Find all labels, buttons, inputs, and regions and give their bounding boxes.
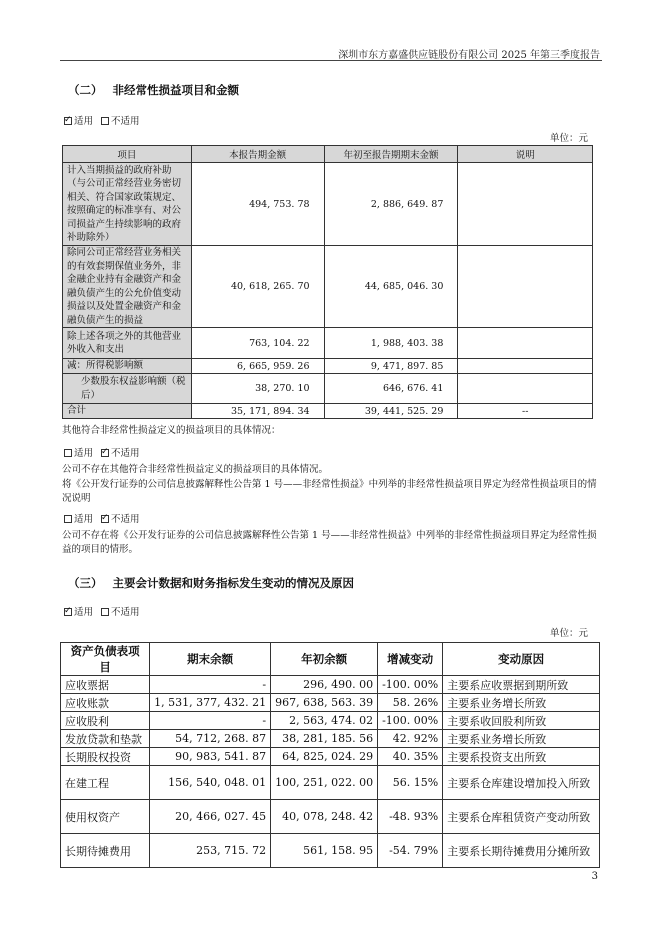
report-header: 深圳市东方嘉盛供应链股份有限公司 2025 年第三季度报告 xyxy=(338,50,600,61)
note-cell xyxy=(458,359,593,374)
table-header-row xyxy=(61,643,600,676)
item-cell: 应收股利 xyxy=(61,712,150,730)
table-row xyxy=(61,676,600,694)
change-cell: 40. 35% xyxy=(378,748,443,766)
item-cell: 除同公司正常经营业务相关的有效套期保值业务外，非金融企业持有金融资产和金融负债产生的公允价值变动损益以及处置金融资产和金融负债产生的损益 xyxy=(63,246,192,328)
item-cell: 在建工程 xyxy=(61,766,150,800)
applicable-checkbox[interactable] xyxy=(64,449,72,457)
item-cell: 合计 xyxy=(63,404,192,419)
end-balance-cell: - xyxy=(150,712,271,730)
table-row xyxy=(61,800,600,834)
section-2-number: （二） xyxy=(68,83,103,97)
ytd-amount-cell: 44, 685, 046. 30 xyxy=(324,246,458,328)
col-header: 期末余额 xyxy=(150,643,271,676)
reason-cell: 主要系业务增长所致 xyxy=(443,730,600,748)
note-cell xyxy=(458,246,593,328)
col-header: 年初余额 xyxy=(271,643,378,676)
item-cell: 使用权资产 xyxy=(61,800,150,834)
not-applicable-checkbox-checked[interactable] xyxy=(101,515,109,523)
reason-cell: 主要系投资支出所致 xyxy=(443,748,600,766)
reason-cell: 主要系仓库建设增加投入所致 xyxy=(443,766,600,800)
section-2-options xyxy=(64,113,140,127)
current-amount-cell: 40, 618, 265. 70 xyxy=(191,246,324,328)
ytd-amount-cell: 2, 886, 649. 87 xyxy=(324,163,458,246)
section-3-heading: 主要会计数据和财务指标发生变动的情况及原因 xyxy=(112,576,354,590)
item-cell: 计入当期损益的政府补助（与公司正常经营业务密切相关、符合国家政策规定、按照确定的标准享有、对公司损益产生持续影响的政府补助除外） xyxy=(63,163,192,246)
applicable-label: 适用 xyxy=(74,514,94,525)
applicable-checkbox-checked[interactable] xyxy=(64,117,72,125)
change-cell: -54. 79% xyxy=(378,834,443,868)
not-applicable-label: 不适用 xyxy=(111,514,140,525)
reason-cell: 主要系仓库租赁资产变动所致 xyxy=(443,800,600,834)
section-3-number: （三） xyxy=(68,576,103,590)
table-row xyxy=(61,694,600,712)
non-recurring-items-table xyxy=(62,145,593,419)
current-amount-cell: 6, 665, 959. 26 xyxy=(191,359,324,374)
end-balance-cell: 20, 466, 027. 45 xyxy=(150,800,271,834)
reason-cell: 主要系长期待摊费用分摊所致 xyxy=(443,834,600,868)
reason-cell: 主要系应收票据到期所致 xyxy=(443,676,600,694)
ytd-amount-cell: 9, 471, 897. 85 xyxy=(324,359,458,374)
change-cell: -100. 00% xyxy=(378,712,443,730)
table-row xyxy=(61,730,600,748)
table-row xyxy=(63,328,593,359)
begin-balance-cell: 100, 251, 022. 00 xyxy=(271,766,378,800)
item-cell: 应收票据 xyxy=(61,676,150,694)
item-cell: 除上述各项之外的其他营业外收入和支出 xyxy=(63,328,192,359)
section-2-unit: 单位：元 xyxy=(549,133,588,144)
col-header: 资产负债表项目 xyxy=(61,643,150,676)
reclass-caption: 将《公开发行证券的公司信息披露解释性公告第 1 号——非经常性损益》中列举的非经常性损益项目界定为经常性损益项目的情况说明 xyxy=(62,479,597,504)
end-balance-cell: - xyxy=(150,676,271,694)
current-amount-cell: 38, 270. 10 xyxy=(191,374,324,404)
section-3-options xyxy=(64,604,140,618)
col-header: 说明 xyxy=(458,146,593,163)
item-cell: 应收账款 xyxy=(61,694,150,712)
col-header: 本报告期金额 xyxy=(191,146,324,163)
begin-balance-cell: 2, 563, 474. 02 xyxy=(271,712,378,730)
table-row xyxy=(63,359,593,374)
col-header: 项目 xyxy=(63,146,192,163)
current-amount-cell: 35, 171, 894. 34 xyxy=(191,404,324,419)
section-2-heading: 非经常性损益项目和金额 xyxy=(112,83,239,97)
section-3-unit: 单位：元 xyxy=(549,628,588,639)
other-defs-caption: 其他符合非经常性损益定义的损益项目的具体情况： xyxy=(62,425,281,436)
begin-balance-cell: 38, 281, 185. 56 xyxy=(271,730,378,748)
note-cell xyxy=(458,163,593,246)
table-row xyxy=(61,766,600,800)
item-cell: 长期股权投资 xyxy=(61,748,150,766)
change-cell: 56. 15% xyxy=(378,766,443,800)
applicable-label: 适用 xyxy=(74,116,94,127)
table-row xyxy=(63,246,593,328)
other-defs-text: 公司不存在其他符合非经常性损益定义的损益项目的具体情况。 xyxy=(62,464,329,475)
begin-balance-cell: 64, 825, 024. 29 xyxy=(271,748,378,766)
change-cell: -48. 93% xyxy=(378,800,443,834)
not-applicable-checkbox[interactable] xyxy=(101,117,109,125)
balance-sheet-changes-table xyxy=(60,642,600,868)
header-rule xyxy=(60,60,602,61)
col-header: 增减变动 xyxy=(378,643,443,676)
col-header: 年初至报告期期末金额 xyxy=(324,146,458,163)
item-cell: 减：所得税影响额 xyxy=(63,359,192,374)
ytd-amount-cell: 646, 676. 41 xyxy=(324,374,458,404)
item-cell: 少数股东权益影响额（税后） xyxy=(63,374,192,404)
current-amount-cell: 763, 104. 22 xyxy=(191,328,324,359)
reclass-text: 公司不存在将《公开发行证券的公司信息披露解释性公告第 1 号——非经常性损益》中列举的非经常性损益项目界定为经常性损益的项目的情形。 xyxy=(62,530,597,555)
table-row xyxy=(61,712,600,730)
applicable-checkbox-checked[interactable] xyxy=(64,608,72,616)
ytd-amount-cell: 1, 988, 403. 38 xyxy=(324,328,458,359)
item-cell: 长期待摊费用 xyxy=(61,834,150,868)
end-balance-cell: 90, 983, 541. 87 xyxy=(150,748,271,766)
begin-balance-cell: 40, 078, 248. 42 xyxy=(271,800,378,834)
begin-balance-cell: 967, 638, 563. 39 xyxy=(271,694,378,712)
ytd-amount-cell: 39, 441, 525. 29 xyxy=(324,404,458,419)
not-applicable-checkbox-checked[interactable] xyxy=(101,449,109,457)
section-2-title xyxy=(68,82,239,98)
page-number: 3 xyxy=(591,871,598,882)
note-cell xyxy=(458,328,593,359)
current-amount-cell: 494, 753. 78 xyxy=(191,163,324,246)
not-applicable-label: 不适用 xyxy=(111,448,140,459)
note-cell: -- xyxy=(458,404,593,419)
end-balance-cell: 1, 531, 377, 432. 21 xyxy=(150,694,271,712)
change-cell: 42. 92% xyxy=(378,730,443,748)
applicable-label: 适用 xyxy=(74,607,94,618)
table-total-row xyxy=(63,404,593,419)
other-defs-options xyxy=(64,445,140,459)
table-row xyxy=(61,834,600,868)
table-row xyxy=(63,374,593,404)
change-cell: 58. 26% xyxy=(378,694,443,712)
not-applicable-label: 不适用 xyxy=(111,116,140,127)
applicable-checkbox[interactable] xyxy=(64,515,72,523)
reclass-options xyxy=(64,511,140,525)
section-3-title xyxy=(68,575,354,591)
begin-balance-cell: 296, 490. 00 xyxy=(271,676,378,694)
end-balance-cell: 54, 712, 268. 87 xyxy=(150,730,271,748)
not-applicable-checkbox[interactable] xyxy=(101,608,109,616)
end-balance-cell: 253, 715. 72 xyxy=(150,834,271,868)
table-header-row xyxy=(63,146,593,163)
item-cell: 发放贷款和垫款 xyxy=(61,730,150,748)
end-balance-cell: 156, 540, 048. 01 xyxy=(150,766,271,800)
table-row xyxy=(63,163,593,246)
begin-balance-cell: 561, 158. 95 xyxy=(271,834,378,868)
change-cell: -100. 00% xyxy=(378,676,443,694)
reason-cell: 主要系收回股利所致 xyxy=(443,712,600,730)
note-cell xyxy=(458,374,593,404)
col-header: 变动原因 xyxy=(443,643,600,676)
reason-cell: 主要系业务增长所致 xyxy=(443,694,600,712)
applicable-label: 适用 xyxy=(74,448,94,459)
table-row xyxy=(61,748,600,766)
not-applicable-label: 不适用 xyxy=(111,607,140,618)
